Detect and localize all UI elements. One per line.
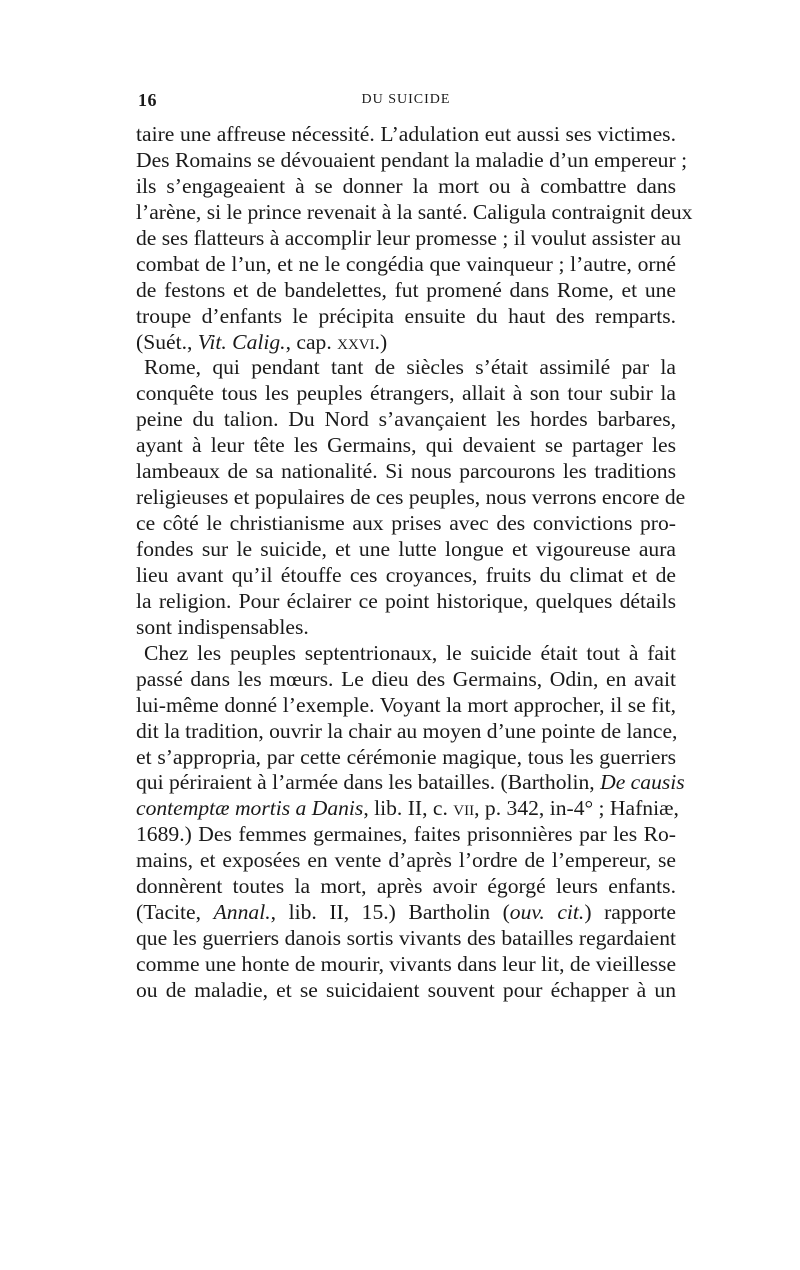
text-run: peine du talion. Du Nord s’avançaient les hordes barbares,: [136, 407, 676, 432]
text-line: [136, 667, 676, 693]
running-head: [136, 90, 676, 118]
text-run: Des Romains se dévouaient pendant la maladie d’un empereur ;: [136, 147, 688, 172]
text-run: 1689.) Des femmes germaines, faites prisonnières par les Ro-: [136, 822, 676, 847]
text-line: [136, 589, 676, 615]
text-line: [136, 330, 676, 356]
text-line: [136, 147, 688, 174]
text-line: [136, 174, 676, 200]
text-line: [136, 537, 676, 563]
text-line: [136, 770, 685, 796]
text-line: [136, 485, 686, 511]
text-run: Vit. Calig.: [197, 329, 286, 354]
text-run: l’arène, si le prince revenait à la santé. Caligula contraignit deux: [136, 199, 693, 224]
text-line: [136, 848, 676, 874]
text-run: ce côté le christianisme aux prises avec des convictions pro-: [136, 511, 676, 536]
text-run: que les guerriers danois sortis vivants des batailles regardaient: [136, 926, 676, 951]
text-line: [136, 719, 676, 745]
running-title: DU SUICIDE: [361, 92, 451, 107]
text-run: ouv. cit.: [509, 900, 585, 925]
text-run: xxvi: [337, 329, 375, 354]
book-page: [136, 90, 693, 1004]
text-run: ils s’engageaient à se donner la mort ou à combattre dans: [136, 173, 676, 198]
text-run: (Tacite,: [136, 900, 214, 925]
text-line: [136, 822, 676, 848]
text-run: de festons et de bandelettes, fut promené dans Rome, et une: [136, 277, 676, 302]
text-line: [136, 407, 676, 433]
text-run: fondes sur le suicide, et une lutte longue et vigoureuse aura: [136, 537, 676, 561]
text-line: [136, 381, 676, 407]
text-run: donnèrent toutes la mort, après avoir égorgé leurs enfants.: [136, 874, 676, 899]
text-line: [136, 745, 676, 771]
text-run: contemptæ mortis a Danis: [136, 796, 364, 821]
text-line: [136, 952, 676, 978]
text-run: qui périraient à l’armée dans les batailles. (Bartholin,: [136, 770, 601, 795]
text-run: , cap.: [285, 329, 338, 354]
text-run: passé dans les mœurs. Le dieu des Germains, Odin, en avait: [136, 666, 676, 691]
body-text: [136, 122, 693, 1004]
text-run: mains, et exposées en vente d’après l’ordre de l’empereur, se: [136, 848, 676, 873]
text-run: taire une affreuse nécessité. L’adulation eut aussi ses victimes.: [136, 122, 676, 146]
text-run: Rome, qui pendant tant de siècles s’était assimilé par la: [144, 355, 676, 380]
text-run: religieuses et populaires de ces peuples, nous verrons encore de: [136, 485, 686, 510]
text-run: ) rapporte: [584, 900, 677, 925]
text-run: dit la tradition, ouvrir la chair au moyen d’une pointe de lance,: [136, 718, 678, 743]
text-line: [136, 199, 693, 226]
text-run: conquête tous les peuples étrangers, allait à son tour subir la: [136, 381, 676, 406]
text-run: lambeaux de sa nationalité. Si nous parcourons les traditions: [136, 459, 676, 484]
text-run: (Suét.,: [136, 329, 198, 354]
text-line: [136, 511, 676, 537]
text-line: [136, 874, 676, 900]
text-run: sont indispensables.: [136, 614, 309, 639]
text-line: [136, 225, 682, 252]
text-run: .): [374, 329, 388, 354]
page-number: 16: [138, 90, 157, 110]
text-run: Annal.: [213, 900, 271, 925]
text-line: [136, 693, 676, 719]
text-run: De causis: [600, 770, 685, 795]
text-line: [136, 433, 676, 459]
text-run: comme une honte de mourir, vivants dans leur lit, de vieillesse: [136, 952, 677, 976]
text-line: [136, 900, 676, 926]
text-line: [136, 926, 676, 952]
text-line: [136, 278, 676, 304]
text-run: et s’appropria, par cette cérémonie magique, tous les guerriers: [136, 744, 676, 769]
text-run: , lib. II, 15.) Bartholin (: [270, 900, 510, 925]
text-line: [136, 796, 679, 822]
text-line: [136, 252, 676, 278]
text-run: de ses flatteurs à accomplir leur promesse ; il voulut assister au: [136, 225, 682, 250]
text-run: , lib. II, c.: [363, 796, 454, 821]
text-run: combat de l’un, et ne le congédia que vainqueur ; l’autre, orné: [136, 251, 676, 276]
text-line: [136, 122, 676, 148]
text-run: ou de maladie, et se suicidaient souvent pour échapper à un: [136, 977, 676, 1002]
text-run: troupe d’enfants le précipita ensuite du haut des remparts.: [136, 303, 676, 328]
text-line: [136, 459, 676, 485]
text-run: vii: [453, 796, 475, 821]
text-line: [136, 615, 676, 641]
text-run: Chez les peuples septentrionaux, le suicide était tout à fait: [144, 640, 676, 665]
text-run: lieu avant qu’il étouffe ces croyances, fruits du climat et de: [136, 562, 676, 587]
text-run: , p. 342, in-4° ; Hafniæ,: [474, 796, 679, 821]
text-line: [136, 978, 676, 1004]
text-run: lui-même donné l’exemple. Voyant la mort approcher, il se fit,: [136, 692, 676, 717]
text-run: la religion. Pour éclairer ce point historique, quelques détails: [136, 588, 676, 613]
text-line: [136, 641, 676, 667]
text-line: [136, 304, 676, 330]
text-line: [136, 563, 676, 589]
text-line: [136, 355, 676, 381]
text-run: ayant à leur tête les Germains, qui devaient se partager les: [136, 433, 676, 458]
